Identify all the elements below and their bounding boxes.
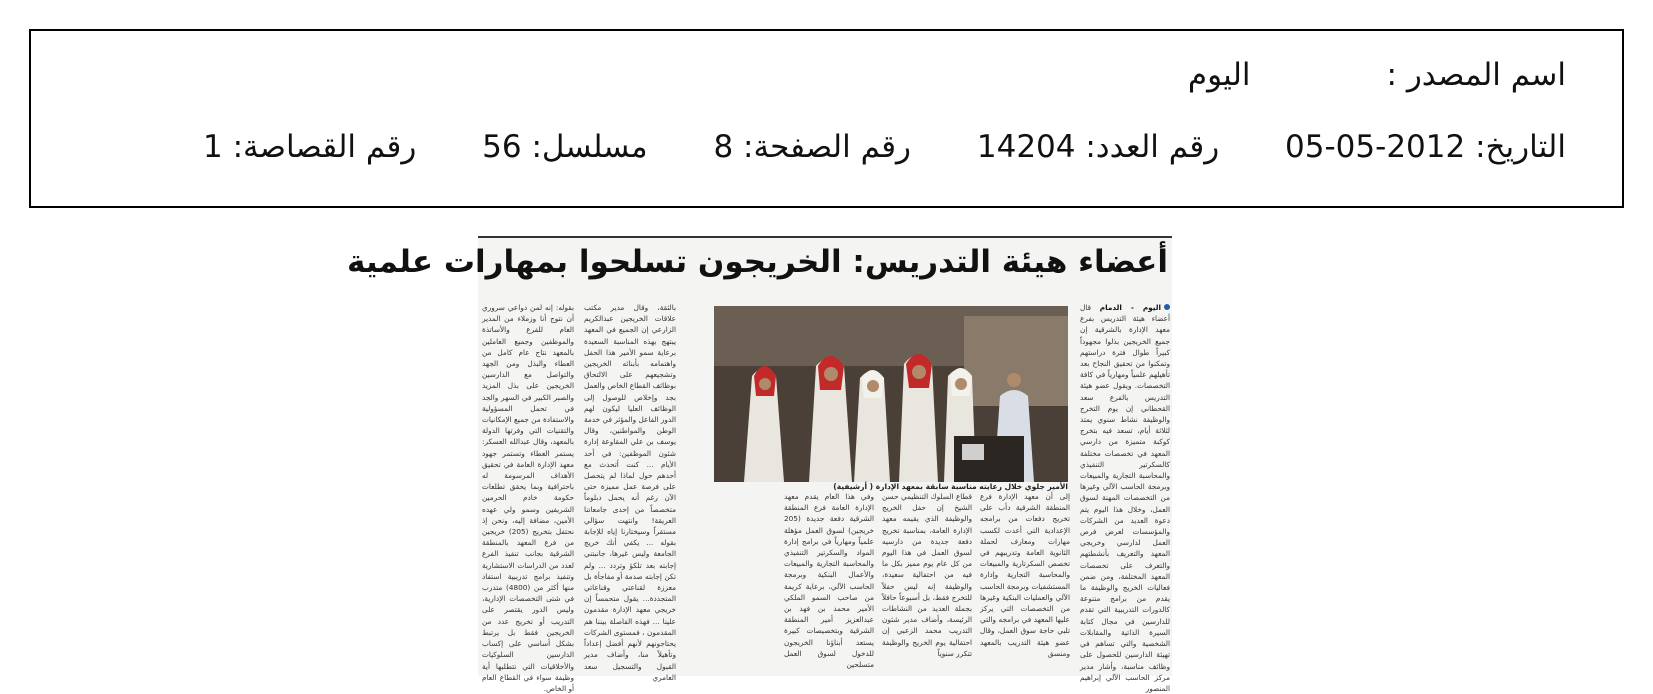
- page-value: 8: [713, 129, 734, 165]
- article-column-6: بقوله: إنه لمن دواعي سروري أن نتوج أنا وزملاء من المدير العام للفرع والأساتذة والموظفين وجميع العاملين بالمعهد نتاج عام كامل من العطاء والبذل ومن الجهد والتواصل مع الدارسين الخريجين على بذل المزيد والصبر الكبير في السهر والجد في تحمل المسؤولية والاستفادة من جميع الإمكانيات والتقنيات التي وفرتها الدولة بالمعهد، وقال عبدالله العسكر: يستمر العطاء وتستمر جهود معهد الإدارة العامة في تحقيق الأهداف المرسومة له باحترافية وبما يحقق تطلعات حكومة خادم الحرمين الشريفين وسمو ولي عهده الأمين، مضافة إليه، ونحن إذ نحتفل بتخريج (205) خريجين من فرع المعهد بالمنطقة الشرقية بجانب تنفيذ الفرع لعدد من الدراسات الاستشارية وتنفيذ برامج تدريبية استفاد منها أكثر من (4800) متدرب في شتى التخصصات الإدارية، وليس الدور يقتصر على التدريب أو تخريج عدد من الخريجين فقط بل يرتبط بشكل أساسي على إكساب الدارسين السلوكيات والأخلاقيات التي تتطلبها أية وظيفة سواء في القطاع العام أو الخاص.: [482, 303, 574, 693]
- top-rule: [478, 236, 1172, 238]
- source-line: [1188, 57, 1566, 93]
- source-label: اسم المصدر :: [1386, 57, 1566, 93]
- date-label: التاريخ:: [1475, 129, 1566, 165]
- page-label: رقم الصفحة:: [743, 129, 912, 165]
- article-headline: أعضاء هيئة التدريس: الخريجون تسلحوا بمهارات علمية: [347, 244, 1168, 280]
- serial-label: مسلسل:: [531, 129, 648, 165]
- column-1-text: قال أعضاء هيئة التدريس بفرع معهد الإدارة بالشرقية إن جميع الخريجين بذلوا مجهوداً كبيراً طوال فترة دراستهم وتمكنوا من تحقيق النجاح بعد تأهيلهم علمياً ومهارياً في كافة التخصصات. ويقول عضو هيئة التدريس بالفرع سعد القحطاني إن يوم التخرج والوظيفة نشاط سنوي يمتد لثلاثة أيام، تسعد فيه بتخرج كوكبة متميزة من دارسي المعهد في تخصصات مختلفة كالسكرتير التنفيذي والمحاسبة التجارية والمبيعات وبرمجة الحاسب الآلي وغيرها من التخصصات المهنة لسوق العمل، وخلال هذا اليوم يتم دعوة العديد من الشركات والمؤسسات لعرض فرص العمل لدارسي وخريجي المعهد والتعريف بأنشطتهم والتعرف على تخصصات المعهد المختلفة، ومن ضمن فعاليات الخريج والوظيفة ما يقدم من برامج متنوعة كالدورات التدريبية التي تقدم للدارسين في مجال كتابة السيرة الذاتية والمقابلات الشخصية والتي تساهم في تهيئة الدارسين للحصول على وظائف مناسبة، وأشار مدير مركز الحاسب الآلي إبراهيم المنصور: [1080, 303, 1170, 693]
- photo-caption: الأمير جلوي خلال رعايته مناسبة سابقة بمعهد الإدارة ( أرشيفية): [833, 482, 1068, 491]
- article-byline: اليوم - الدمام: [1099, 303, 1161, 312]
- clipping-label: رقم القصاصة:: [232, 129, 417, 165]
- clipping-value: 1: [202, 129, 223, 165]
- meta-line: [203, 129, 1566, 165]
- article-photo: [714, 306, 1068, 482]
- bullet-icon: [1164, 304, 1170, 310]
- issue-label: رقم العدد:: [1085, 129, 1220, 165]
- date-value: 2012-05-05: [1285, 129, 1466, 165]
- source-value: اليوم: [1187, 57, 1251, 93]
- clipping-info-box: [29, 29, 1624, 208]
- article-column-5: بالثقة، وقال مدير مكتب علاقات الخريجين عبدالكريم الزارعي إن الجميع في المعهد يبتهج بهذه المناسبة السعيدة برعاية سمو الأمير هذا الحفل واهتمامه بأبنائه الخريجين وتشجيعهم على الالتحاق بوظائف القطاع الخاص والعمل بجد وإخلاص للوصول إلى الوظائف العليا ليكون لهم الدور الفاعل والمؤثر في خدمة الوطن والمواطنين، وقال يوسف بن علي المقاوعة إدارة شئون الموظفين: في أحد الأيام ... كنت أتحدث مع أحدهم حول لماذا لم يتحصل على فرصة عمل مميزة حتى الآن رغم أنه يحمل دبلوماً متخصصاً من إحدى جامعاتنا العريقة! وانتهت سؤالي مستقراً وسيختارنا إياه للإجابة بقوله ... يكفي أنك خريج الجامعة وليس غيرها، جانبتني إجابته بعد تلكؤ وتردد ... ولم تكن إجابته صدمة أو مفاجأة بل معززة لقناعتي وقناعاتي المتجددة... يقول متحمساً إن خريجي معهد الإدارة مقدمون علينا ... فهذه الفاصلة بيننا هم المقدمون ، فمستوى الشركات يحتاجونهم لأنهم أفضل إعداداً وتأهيلاً منا، وأضاف مدير القبول والتسجيل سعد العامري: [583, 303, 676, 682]
- serial-value: 56: [482, 129, 522, 165]
- article-column-1: [1080, 302, 1170, 693]
- article-column-2: إلى أن معهد الإدارة فرع المنطقة الشرقية دأب على تخريج دفعات من برامجه الإعدادية التي أعدت لكسب مهارات ومعارف لحملة الثانوية العامة وتدريبهم في تخصص السكرتارية والمبيعات والمحاسبة التجارية وإدارة المستشفيات وبرمجة الحاسب الآلي والعمليات البنكية وغيرها من التخصصات التي يركز عليها المعهد في برامجه والتي تلبي حاجة سوق العمل، وقال عضو هيئة التدريب بالمعهد ومنسق: [980, 492, 1070, 658]
- newspaper-clipping: [347, 236, 1172, 693]
- issue-value: 14204: [976, 129, 1076, 165]
- article-column-4: وفي هذا العام يقدم معهد الإدارة العامة فرع المنطقة الشرقية دفعة جديدة (205 خريجين) لسوق العمل مؤهلة علمياً ومهارياً في برامج إدارة المواد والسكرتير التنفيذي والمحاسبة التجارية والمبيعات والأعمال البنكية وبرمجة الحاسب الآلي، برعاية كريمة من صاحب السمو الملكي الأمير محمد بن فهد بن عبدالعزيز أمير المنطقة الشرقية وبتخصيصات كبيرة يستعد أبناؤنا الخريجون للدخول لسوق العمل متسلحين: [784, 492, 874, 670]
- article-column-3: قطاع السلوك التنظيمي حسن الشيخ إن حفل الخريج والوظيفة الذي يقيمه معهد الإدارة العامة، بمناسبة تخريج دفعة جديدة من دارسيه لسوق العمل في هذا اليوم من كل عام يوم مميز بكل ما فيه من احتفالية سعيدة، والوظيفة إنه ليس حفلاً للتخرج فقط، بل أسبوعاً حافلاً بجملة العديد من النشاطات الرئيسة، وأضاف مدير شئون التدريب محمد الزعبي إن احتفالية يوم الخريج والوظيفة تتكرر سنوياً: [882, 492, 972, 658]
